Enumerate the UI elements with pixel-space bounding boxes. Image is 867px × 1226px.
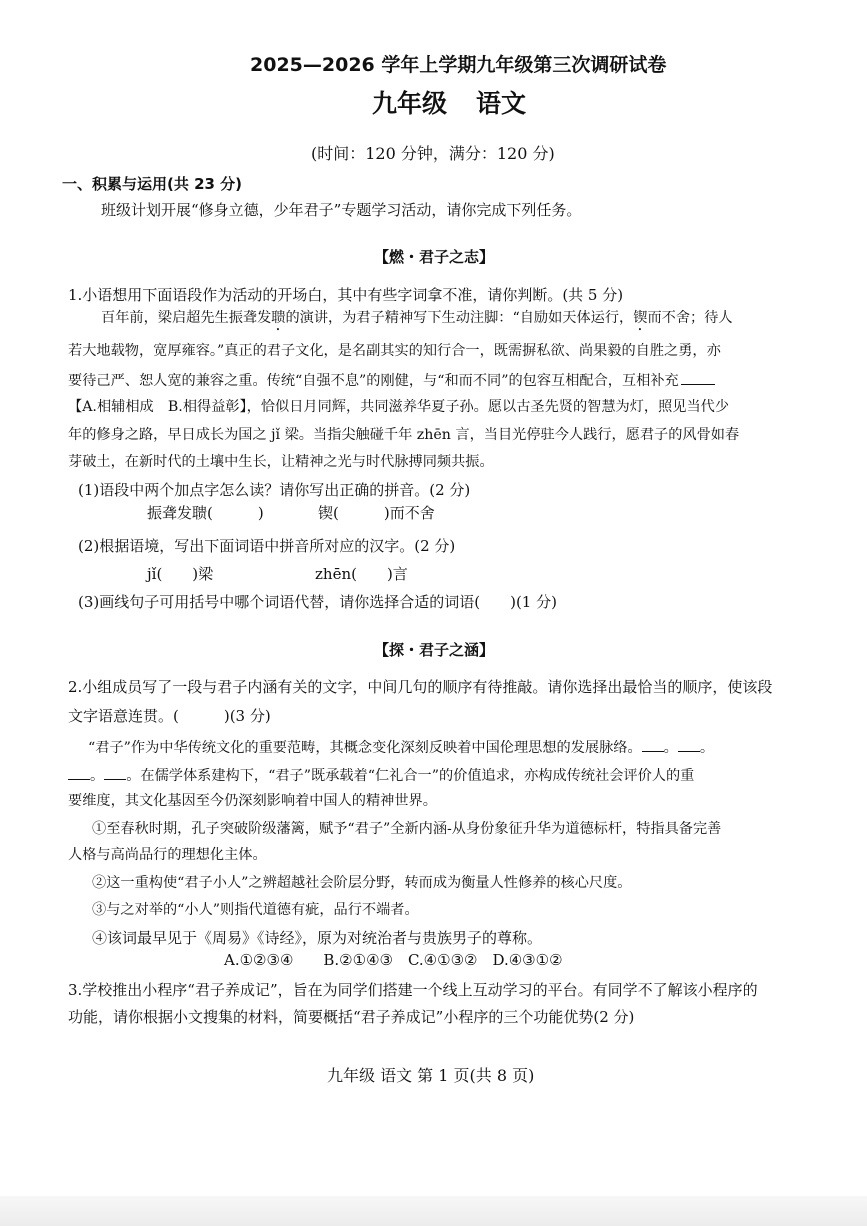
sentence-1-line-1: ①至春秋时期，孔子突破阶级藩篱，赋予“君子”全新内涵-从身份象征升华为道德标杆，特指具备完善 [92, 821, 722, 837]
answer-blank[interactable] [642, 736, 664, 752]
pinyin-answer-b[interactable]: 锲( )而不舍 [318, 504, 435, 522]
passage-line-4: 【A.相辅相成 B.相得益彰】，恰似日月同辉，共同滋养华夏子孙。愿以古圣先贤的智慧为灯，照见当代少 [68, 399, 730, 415]
question-2-stem-line-2: 文字语意连贯。( )(3 分) [68, 707, 271, 725]
scan-bottom-edge [0, 1196, 867, 1226]
passage-text: 而不舍；待人 [647, 310, 733, 326]
answer-blank[interactable] [68, 764, 90, 780]
question-2-stem-line-1: 2.小组成员写了一段与君子内涵有关的文字，中间几句的顺序有待推敲。请你选择出最恰当的顺序，使该段 [68, 678, 773, 696]
section-heading: 一、积累与运用(共 23 分) [62, 175, 243, 193]
hanzi-answer-a[interactable]: jǐ( )梁 [147, 565, 214, 583]
sentence-1-line-2: 人格与高尚品行的理想化主体。 [68, 847, 267, 863]
subquestion-1: (1)语段中两个加点字怎么读？请你写出正确的拼音。(2 分) [78, 481, 471, 499]
q2-passage-line-2: 。 。在儒学体系建构下，“君子”既承载着“仁礼合一”的价值追求，亦构成传统社会评价人的重 [68, 764, 694, 786]
section-intro: 班级计划开展“修身立德，少年君子”专题学习活动，请你完成下列任务。 [101, 201, 582, 219]
passage-text: 。在儒学体系建构下，“君子”既承载着“仁礼合一”的价值追求，亦构成传统社会评价人的重 [126, 768, 695, 784]
subquestion-3: (3)画线句子可用括号中哪个词语代替，请你选择合适的词语( )(1 分) [78, 593, 557, 611]
hanzi-answer-b[interactable]: zhēn( )言 [315, 565, 408, 583]
q2-passage-line-3: 要维度，其文化基因至今仍深刻影响着中国人的精神世界。 [68, 793, 437, 809]
time-info: (时间：120 分钟，满分：120 分) [311, 144, 555, 163]
question-3-line-1: 3.学校推出小程序“君子养成记”，旨在为同学们搭建一个线上互动学习的平台。有同学不了解该小程序的 [68, 981, 758, 999]
dotted-character: 锲 [633, 310, 648, 326]
pinyin-answer-a[interactable]: 振聋发聩( ) [147, 504, 264, 522]
passage-text: 要待己严、恕人宽的兼容之重。传统“自强不息”的刚健，与“和而不同”的包容互相配合，互相补充 [68, 373, 679, 389]
question-2-options: A.①②③④ B.②①④③ C.④①③② D.④③①② [224, 951, 563, 969]
passage-text: 的演讲，为君子精神写下生动注脚：“自励如天体运行， [285, 310, 634, 326]
sentence-2: ②这一重构使“君子小人”之辨超越社会阶层分野，转而成为衡量人性修养的核心尺度。 [92, 875, 632, 891]
sentence-4: ④该词最早见于《周易》《诗经》，原为对统治者与贵族男子的尊称。 [92, 929, 543, 947]
question-3-line-2: 功能，请你根据小文搜集的材料，简要概括“君子养成记”小程序的三个功能优势(2 分) [68, 1008, 635, 1026]
part-heading-ambition: 【燃・君子之志】 [374, 248, 495, 266]
part-heading-connotation: 【探・君子之涵】 [374, 641, 495, 659]
passage-text: 百年前，梁启超先生振聋发 [101, 310, 272, 326]
subquestion-2: (2)根据语境，写出下面词语中拼音所对应的汉字。(2 分) [78, 537, 456, 555]
question-1-stem: 1.小语想用下面语段作为活动的开场白，其中有些字词拿不准，请你判断。(共 5 分) [68, 286, 624, 304]
answer-blank[interactable] [678, 736, 700, 752]
passage-line-2: 若大地载物，宽厚雍容。”真正的君子文化，是名副其实的知行合一，既需摒私欲、尚果毅的自胜之勇，亦 [68, 343, 721, 359]
passage-line-5: 年的修身之路，早日成长为国之 jǐ 梁。当指尖触碰千年 zhēn 言，当目光停驻今人践行，愿君子的风骨如春 [68, 427, 740, 443]
passage-line-3 [68, 369, 715, 391]
grade-label: 九年级 [372, 89, 448, 118]
subject-label: 语文 [476, 89, 527, 118]
passage-line-1 [101, 308, 733, 334]
dotted-character: 聩 [271, 310, 286, 326]
answer-blank[interactable] [104, 764, 126, 780]
q2-passage-line-1: “君子”作为中华传统文化的重要范畴，其概念变化深刻反映着中国伦理思想的发展脉络。 。 。 [88, 736, 714, 758]
answer-blank[interactable] [681, 369, 715, 385]
page-footer: 九年级 语文 第 1 页(共 8 页) [327, 1066, 535, 1085]
passage-text: “君子”作为中华传统文化的重要范畴，其概念变化深刻反映着中国伦理思想的发展脉络。 [88, 740, 642, 756]
exam-title: 2025—2026 学年上学期九年级第三次调研试卷 [250, 54, 667, 76]
passage-line-6: 芽破土，在新时代的土壤中生长，让精神之光与时代脉搏同频共振。 [68, 454, 494, 470]
sentence-3: ③与之对举的“小人”则指代道德有疵，品行不端者。 [92, 902, 419, 918]
